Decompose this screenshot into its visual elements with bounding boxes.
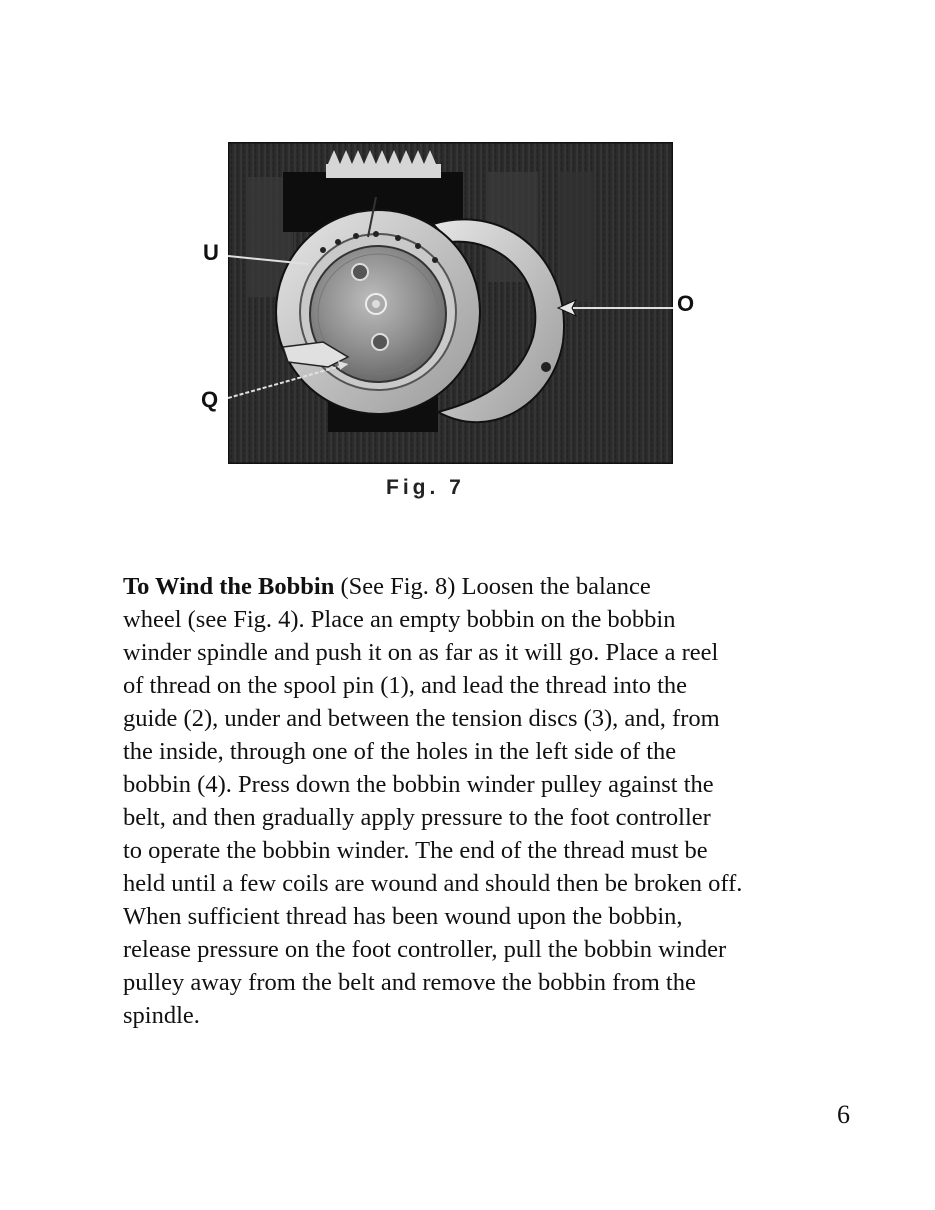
figure-caption: Fig. 7	[386, 476, 465, 499]
paragraph-line: When sufficient thread has been wound upon the bobbin,	[123, 903, 683, 930]
paragraph-line: held until a few coils are wound and should then be broken off.	[123, 870, 743, 897]
paragraph-line	[123, 570, 843, 603]
paragraph-line: pulley away from the belt and remove the bobbin from the	[123, 969, 696, 996]
callout-label-o: O	[677, 291, 695, 316]
bobbin-case-photo	[228, 142, 673, 464]
paragraph-line: of thread on the spool pin (1), and lead the thread into the	[123, 672, 688, 699]
instructions-paragraph	[123, 570, 843, 1032]
paragraph-line: winder spindle and push it on as far as it will go. Place a reel	[123, 639, 719, 666]
paragraph-line: guide (2), under and between the tension discs (3), and, from	[123, 705, 720, 732]
callout-label-q: Q	[201, 387, 219, 412]
paragraph-line: release pressure on the foot controller, pull the bobbin winder	[123, 936, 727, 963]
figure-7	[0, 0, 935, 520]
paragraph-line: spindle.	[123, 1002, 200, 1029]
paragraph-line: wheel (see Fig. 4). Place an empty bobbin on the bobbin	[123, 606, 676, 633]
paragraph-line: belt, and then gradually apply pressure to the foot controller	[123, 804, 711, 831]
paragraph-line: the inside, through one of the holes in the left side of the	[123, 738, 677, 765]
page-number: 6	[837, 1100, 850, 1129]
paragraph-line-text: (See Fig. 8) Loosen the balance	[334, 573, 651, 600]
section-heading: To Wind the Bobbin	[123, 573, 335, 600]
paragraph-line: to operate the bobbin winder. The end of the thread must be	[123, 837, 708, 864]
paragraph-line: bobbin (4). Press down the bobbin winder pulley against the	[123, 771, 714, 798]
callout-label-u: U	[203, 240, 219, 265]
